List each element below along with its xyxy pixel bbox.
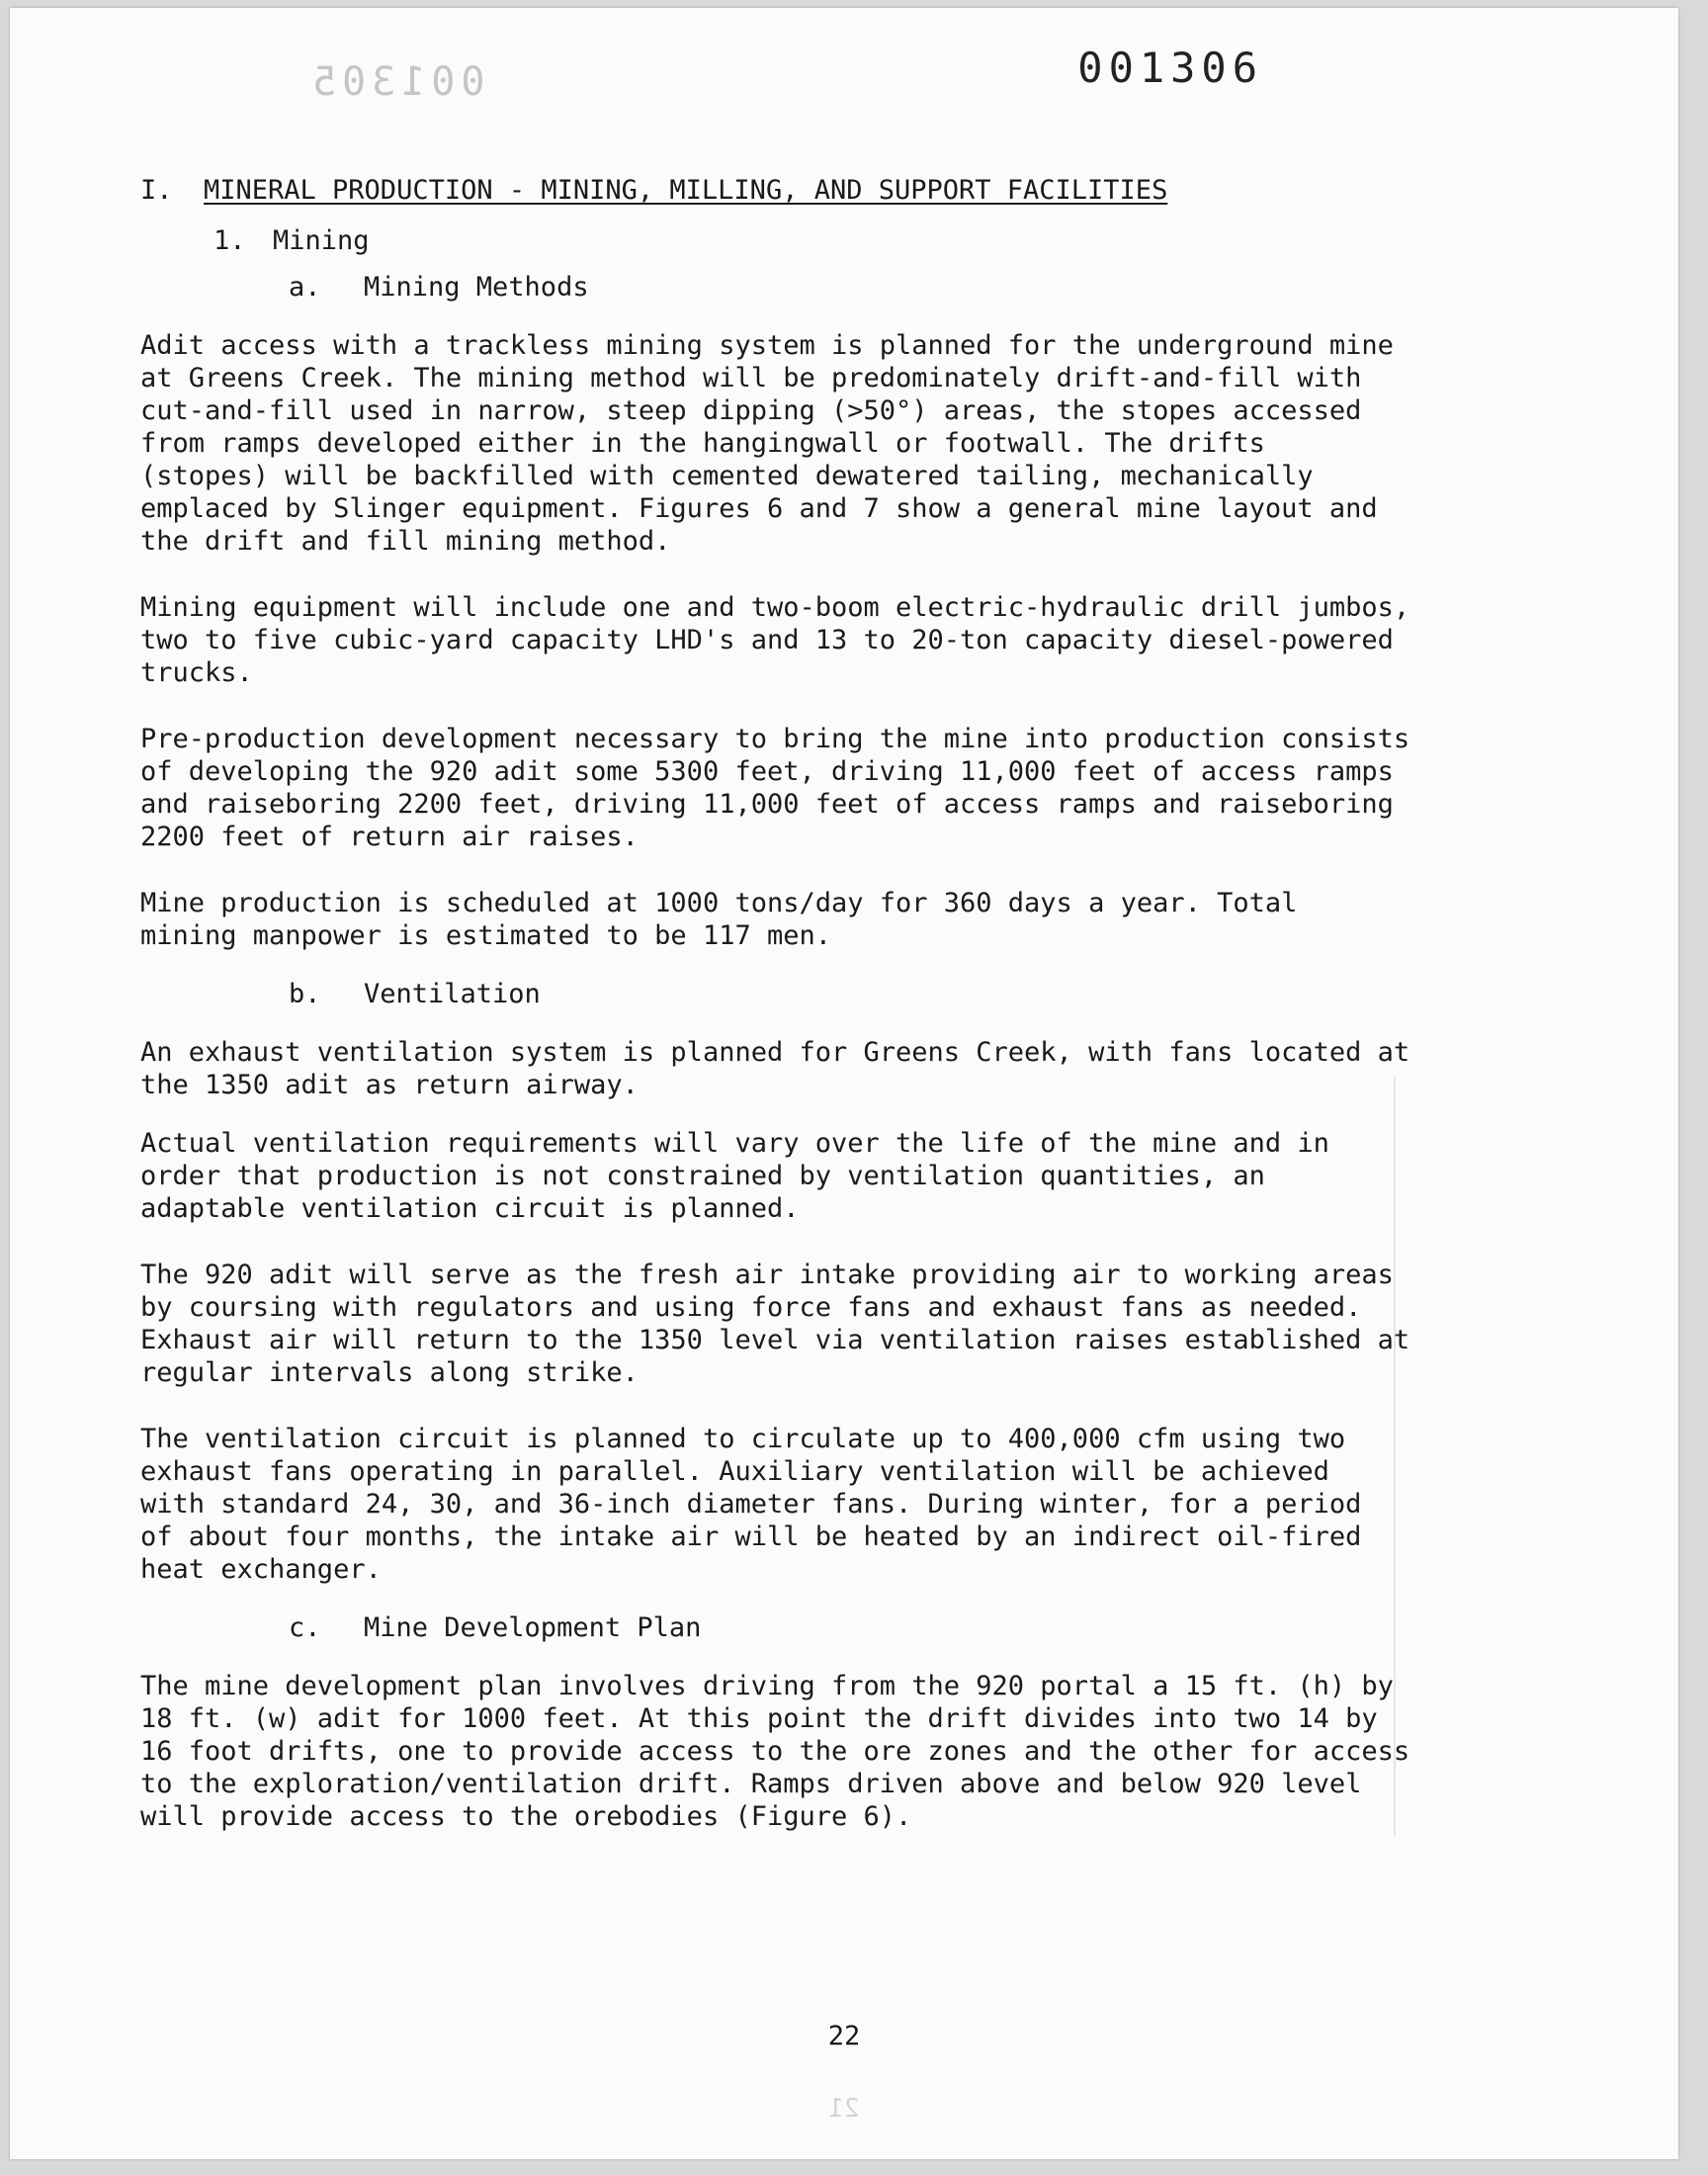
paragraph: An exhaust ventilation system is planned for Greens Creek, with fans located at the 1350 adit as return airway. (140, 1037, 1410, 1100)
paragraph: Mine production is scheduled at 1000 tons/day for 360 days a year. Total mining manpower is estimated to be 117 men. (140, 888, 1298, 951)
part-title: Mine Development Plan (364, 1612, 702, 1643)
bleed-through-doc-number: 001305 (306, 59, 485, 105)
section-heading (140, 174, 1465, 207)
part-title: Ventilation (364, 979, 541, 1009)
paragraph: Adit access with a trackless mining system is planned for the underground mine at Greens Creek. The mining method will be predominately drift-and-fill with cut-and-fill used in narrow, steep dipping (>50°) areas, the stopes accessed from ramps developed either in the hangingwall or footwall. The drifts (stopes) will be backfilled with cemented dewatered tailing, mechanically emplaced by Slinger equipment. Figures 6 and 7 show a general mine layout and the drift and fill mining method. (140, 330, 1394, 557)
paragraph: Actual ventilation requirements will vary over the life of the mine and in order that production is not constrained by ventilation quantities, an adaptable ventilation circuit is planned. (140, 1128, 1329, 1224)
paragraph: The ventilation circuit is planned to circulate up to 400,000 cfm using two exhaust fans operating in parallel. Auxiliary ventilation will be achieved with standard 24, 30, and 36-inch diameter fans. During winter, for a period of about four months, the intake air will be heated by an indirect oil-fired heat exchanger. (140, 1424, 1362, 1585)
part-heading-mine-development-plan (289, 1611, 1465, 1644)
part-letter: b. (289, 979, 321, 1009)
paragraph: Pre-production development necessary to bring the mine into production consists of developing the 920 adit some 5300 feet, driving 11,000 feet of access ramps and raiseboring 2200 feet, driving 11,000 feet of access ramps and raiseboring 2200 feet of return air raises. (140, 724, 1410, 852)
document-number: 001306 (1077, 44, 1263, 92)
paragraph: The 920 adit will serve as the fresh air intake providing air to working areas by coursing with regulators and using force fans and exhaust fans as needed. Exhaust air will return to the 1350 level via ventilation raises established at regular intervals along strike. (140, 1260, 1410, 1388)
part-heading-ventilation (289, 978, 1465, 1010)
part-letter: c. (289, 1612, 321, 1643)
bleed-through-page-number: 21 (828, 2094, 860, 2124)
section-title: MINERAL PRODUCTION - MINING, MILLING, AND SUPPORT FACILITIES (204, 175, 1168, 206)
part-letter: a. (289, 272, 321, 303)
subsection-number: 1. (214, 225, 246, 256)
subsection-title: Mining (273, 225, 370, 256)
document-body (140, 174, 1465, 1833)
paragraph: The mine development plan involves driving from the 920 portal a 15 ft. (h) by 18 ft. (w) adit for 1000 feet. At this point the drift divides into two 14 by 16 foot drifts, one to provide access to the ore zones and the other for access to the exploration/ventilation drift. Ramps driven above and below 920 level will provide access to the orebodies (Figure 6). (140, 1671, 1410, 1832)
section-number: I. (140, 175, 173, 206)
page-number: 22 (827, 2021, 861, 2051)
part-title: Mining Methods (364, 272, 589, 303)
document-page (10, 8, 1678, 2159)
part-heading-mining-methods (289, 271, 1465, 304)
subsection-heading (214, 224, 1465, 257)
paragraph: Mining equipment will include one and two-boom electric-hydraulic drill jumbos, two to five cubic-yard capacity LHD's and 13 to 20-ton capacity diesel-powered trucks. (140, 592, 1410, 688)
